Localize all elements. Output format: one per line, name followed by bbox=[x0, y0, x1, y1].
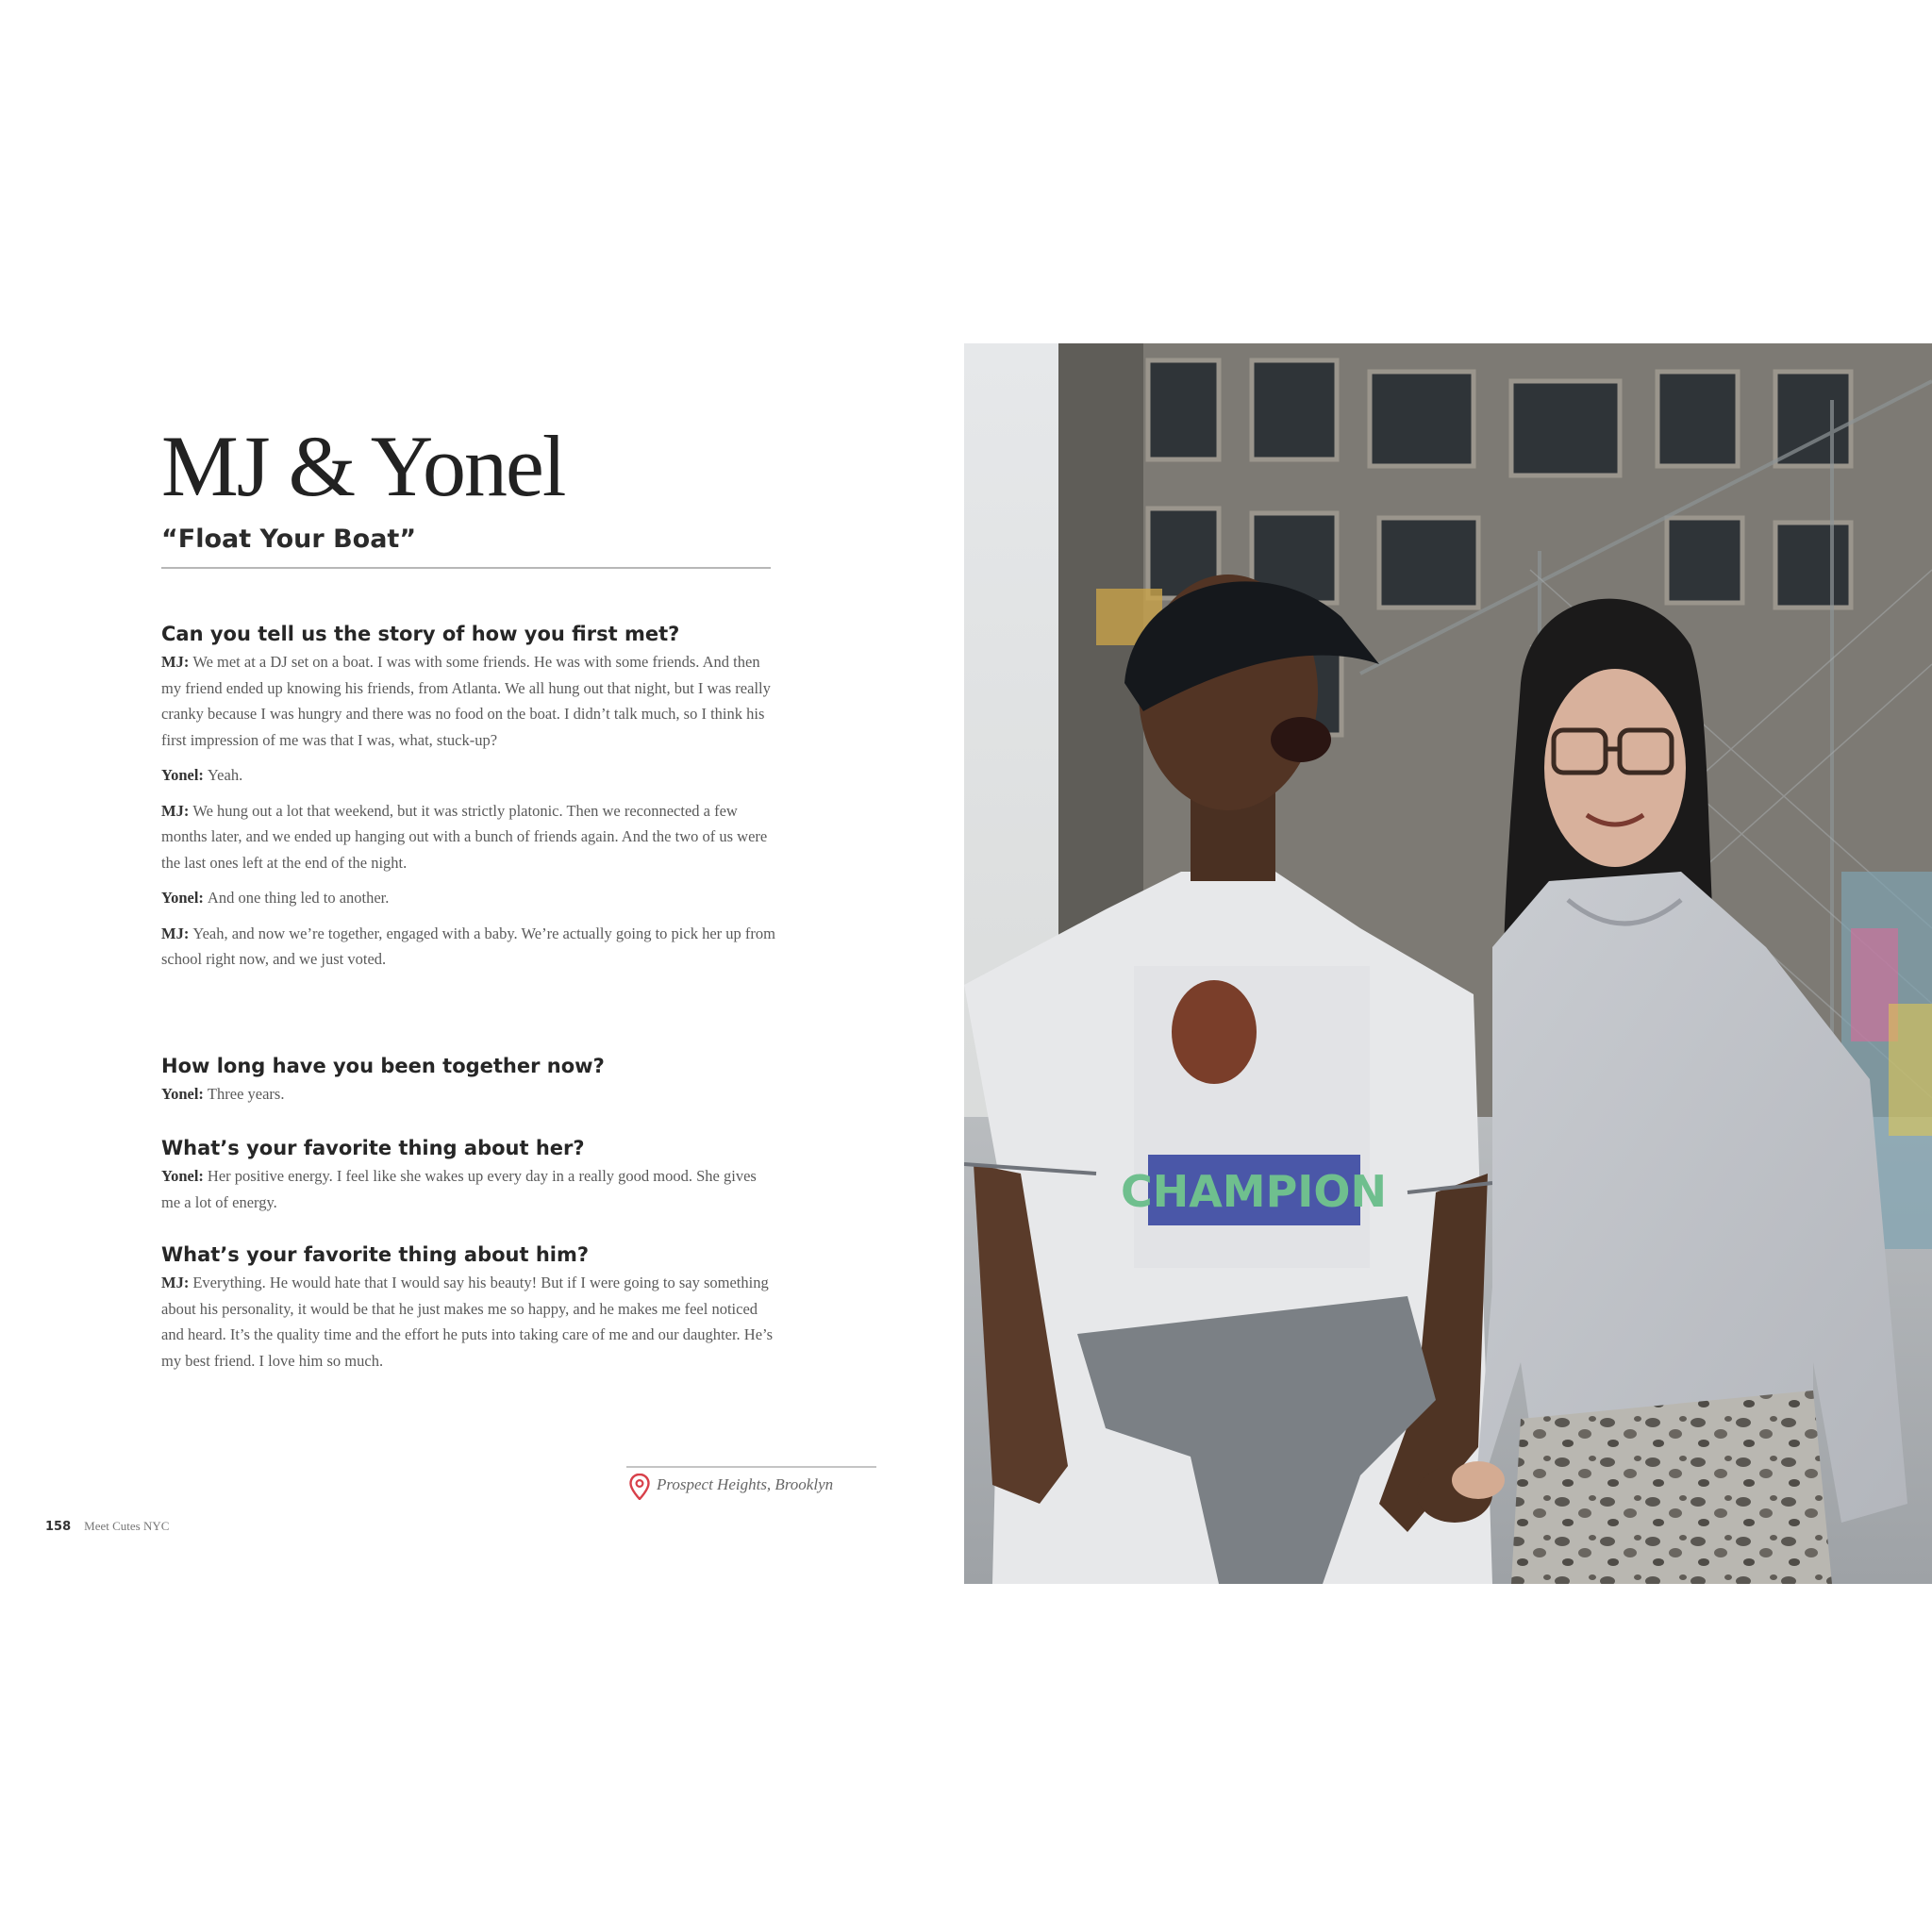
title-divider bbox=[161, 567, 771, 569]
answer-text: Three years. bbox=[207, 1085, 285, 1103]
question: What’s your favorite thing about him? bbox=[161, 1243, 590, 1266]
qa-section bbox=[161, 623, 776, 982]
answer-paragraph bbox=[161, 1081, 776, 1108]
qa-section bbox=[161, 1137, 776, 1224]
map-pin-icon bbox=[629, 1474, 650, 1500]
question: What’s your favorite thing about her? bbox=[161, 1137, 585, 1159]
location-tag bbox=[626, 1466, 876, 1504]
speaker-label: MJ: bbox=[161, 801, 190, 820]
location-label: Prospect Heights, Brooklyn bbox=[657, 1475, 834, 1493]
question: Can you tell us the story of how you first met? bbox=[161, 623, 680, 645]
page-footer bbox=[45, 1519, 169, 1534]
answer-paragraph bbox=[161, 762, 776, 789]
shirt-graphic-text: CHAMPION bbox=[1120, 1166, 1388, 1217]
answer-text: And one thing led to another. bbox=[207, 889, 390, 907]
article-subtitle: “Float Your Boat” bbox=[161, 525, 417, 554]
running-footer-title: Meet Cutes NYC bbox=[84, 1519, 170, 1533]
left-page bbox=[0, 0, 953, 1932]
speaker-label: Yonel: bbox=[161, 766, 204, 784]
couple-photo bbox=[964, 343, 1932, 1584]
answer-paragraph bbox=[161, 885, 776, 911]
speaker-label: Yonel: bbox=[161, 889, 204, 907]
article-title: MJ & Yonel bbox=[161, 418, 565, 514]
answer-paragraph bbox=[161, 921, 776, 973]
answer-text: Everything. He would hate that I would say his beauty! But if I were going to say something about his personality, it would be that he just makes me so happy, and he makes me feel noticed and heard. It’s the quality time and the effort he puts into taking care of me and our daughter. He’s my best friend. I love him so much. bbox=[161, 1274, 774, 1370]
answer-paragraph bbox=[161, 649, 776, 753]
answer-paragraph bbox=[161, 1163, 776, 1215]
answer-paragraph bbox=[161, 1270, 776, 1374]
speaker-label: Yonel: bbox=[161, 1167, 204, 1185]
speaker-label: MJ: bbox=[161, 653, 190, 671]
page-number: 158 bbox=[45, 1520, 72, 1534]
answer-text: We met at a DJ set on a boat. I was with some friends. He was with some friends. And then my friend ended up knowing his friends, from Atlanta. We all hung out that night, but I was really cranky because I was hungry and there was no food on the boat. I didn’t talk much, so I think his first impression of me was that I was, what, stuck-up? bbox=[161, 653, 771, 749]
qa-section bbox=[161, 1243, 776, 1383]
answer-paragraph bbox=[161, 798, 776, 876]
question: How long have you been together now? bbox=[161, 1055, 605, 1077]
answer-text: Her positive energy. I feel like she wakes up every day in a really good mood. She gives me a lot of energy. bbox=[161, 1167, 757, 1211]
speaker-label: MJ: bbox=[161, 924, 190, 942]
speaker-label: Yonel: bbox=[161, 1085, 204, 1103]
speaker-label: MJ: bbox=[161, 1274, 190, 1291]
answer-text: We hung out a lot that weekend, but it was strictly platonic. Then we reconnected a few months later, and we ended up hanging out with a bunch of friends again. And the two of us were the last ones left at the end of the night. bbox=[161, 801, 768, 872]
qa-section bbox=[161, 1055, 776, 1117]
answer-text: Yeah, and now we’re together, engaged with a baby. We’re actually going to pick her up from school right now, and we just voted. bbox=[161, 924, 775, 968]
answer-text: Yeah. bbox=[207, 766, 243, 784]
